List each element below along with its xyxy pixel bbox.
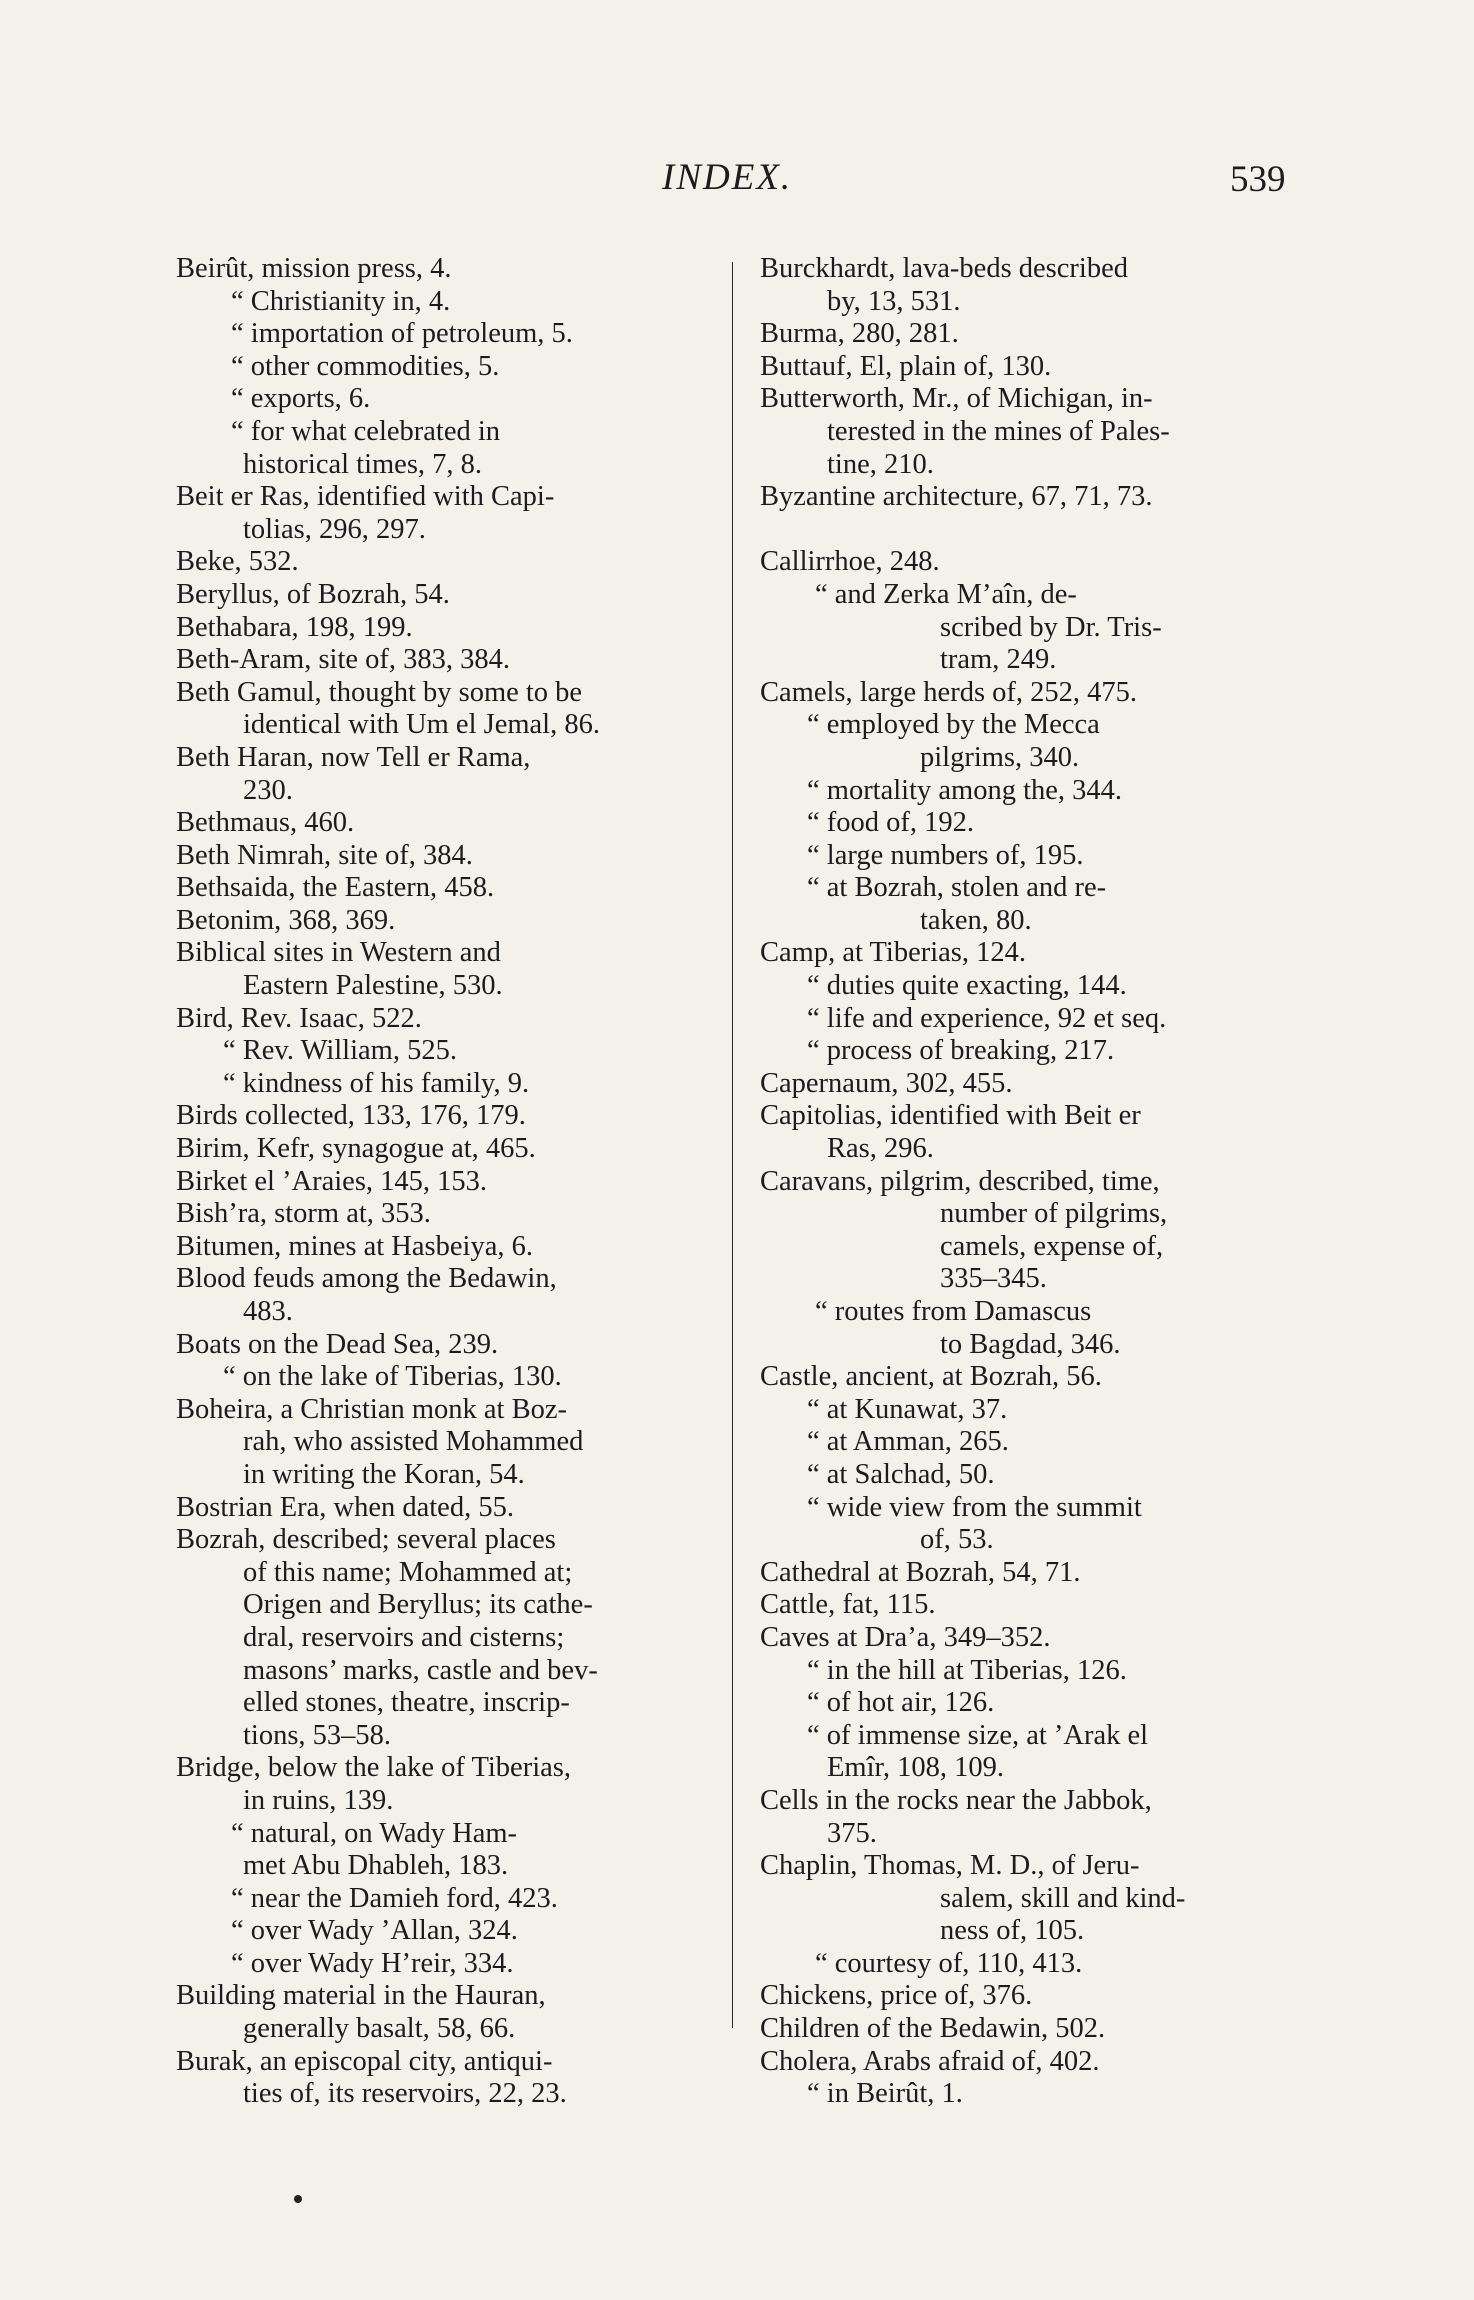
- index-subentry: 230.: [243, 774, 293, 806]
- index-subentry: “ employed by the Mecca: [807, 709, 1100, 741]
- index-subentry: “ Rev. William, 525.: [223, 1035, 457, 1067]
- index-subentry: “ mortality among the, 344.: [807, 774, 1123, 806]
- index-subentry: 483.: [243, 1296, 293, 1327]
- index-subentry: “ importation of petroleum, 5.: [231, 318, 573, 350]
- index-entry: Burak, an episcopal city, antiqui-: [176, 2045, 553, 2077]
- index-subentry: 335–345.: [940, 1263, 1047, 1295]
- index-subentry: ness of, 105.: [940, 1915, 1085, 1947]
- index-subentry: “ and Zerka M’aîn, de-: [815, 578, 1077, 610]
- index-subentry: of, 53.: [920, 1524, 994, 1556]
- index-subentry: “ kindness of his family, 9.: [223, 1067, 530, 1099]
- index-subentry: by, 13, 531.: [827, 285, 961, 317]
- index-entry: Burma, 280, 281.: [760, 318, 959, 350]
- index-subentry: “ at Salchad, 50.: [807, 1458, 995, 1490]
- index-subentry: in writing the Koran, 54.: [243, 1458, 525, 1490]
- index-entry: Beth Gamul, thought by some to be: [176, 676, 583, 708]
- index-subentry: “ at Bozrah, stolen and re-: [807, 872, 1107, 904]
- index-entry: Building material in the Hauran,: [176, 1980, 546, 2012]
- index-subentry: “ on the lake of Tiberias, 130.: [223, 1361, 562, 1393]
- index-entry: Bozrah, described; several places: [176, 1524, 556, 1556]
- index-entry: Blood feuds among the Bedawin,: [176, 1263, 557, 1295]
- index-subentry: “ at Kunawat, 37.: [807, 1393, 1008, 1425]
- index-subentry: camels, expense of,: [940, 1230, 1164, 1262]
- index-entry: Bethmaus, 460.: [176, 807, 355, 839]
- index-entry: Bitumen, mines at Hasbeiya, 6.: [176, 1230, 533, 1262]
- index-subentry: “ over Wady ’Allan, 324.: [231, 1915, 518, 1947]
- index-subentry: tolias, 296, 297.: [243, 513, 426, 545]
- index-entry: Beryllus, of Bozrah, 54.: [176, 578, 450, 610]
- index-subentry: “ in Beirût, 1.: [807, 2078, 963, 2110]
- index-subentry: number of pilgrims,: [940, 1198, 1168, 1230]
- index-subentry: “ other commodities, 5.: [231, 350, 500, 382]
- index-entry: Buttauf, El, plain of, 130.: [760, 350, 1052, 382]
- page-header: [0, 152, 1474, 202]
- index-entry: Burckhardt, lava-beds described: [760, 253, 1128, 284]
- index-entry: Caves at Dra’a, 349–352.: [760, 1621, 1051, 1653]
- index-entry: Betonim, 368, 369.: [176, 904, 396, 936]
- index-subentry: “ courtesy of, 110, 413.: [815, 1947, 1083, 1979]
- index-entry: Boheira, a Christian monk at Boz-: [176, 1393, 567, 1425]
- index-entry: Beke, 532.: [176, 546, 299, 578]
- page-number: 539: [1230, 159, 1286, 200]
- running-title: INDEX.: [662, 157, 793, 198]
- index-entry: Beth-Aram, site of, 383, 384.: [176, 644, 511, 676]
- index-subentry: “ natural, on Wady Ham-: [231, 1817, 518, 1849]
- index-column-right: [760, 253, 1296, 2111]
- column-divider: [732, 262, 733, 2028]
- index-subentry: “ life and experience, 92 et seq.: [807, 1002, 1167, 1034]
- index-subentry: “ Christianity in, 4.: [231, 285, 451, 317]
- index-subentry: pilgrims, 340.: [920, 741, 1080, 773]
- index-entry: Camels, large herds of, 252, 475.: [760, 676, 1138, 708]
- index-subentry: elled stones, theatre, inscrip-: [243, 1687, 570, 1719]
- index-entry: Children of the Bedawin, 502.: [760, 2013, 1106, 2045]
- index-subentry: Origen and Beryllus; its cathe-: [243, 1589, 593, 1621]
- index-subentry: “ wide view from the summit: [807, 1491, 1142, 1523]
- index-entry: Beth Haran, now Tell er Rama,: [176, 741, 531, 773]
- index-subentry: “ large numbers of, 195.: [807, 839, 1084, 871]
- index-subentry: rah, who assisted Mohammed: [243, 1426, 584, 1458]
- index-entry: Capernaum, 302, 455.: [760, 1067, 1013, 1099]
- index-subentry: Ras, 296.: [827, 1133, 934, 1165]
- index-subentry: tram, 249.: [940, 644, 1057, 676]
- index-entry: Chaplin, Thomas, M. D., of Jeru-: [760, 1850, 1140, 1882]
- index-subentry: met Abu Dhableh, 183.: [243, 1850, 509, 1882]
- index-subentry: ties of, its reservoirs, 22, 23.: [243, 2078, 567, 2110]
- index-subentry: in ruins, 139.: [243, 1784, 394, 1816]
- index-subentry: taken, 80.: [920, 904, 1032, 936]
- printer-mark: [294, 2195, 302, 2203]
- index-entry: Bethsaida, the Eastern, 458.: [176, 872, 495, 904]
- index-subentry: of this name; Mohammed at;: [243, 1556, 573, 1588]
- index-subentry: 375.: [827, 1817, 877, 1849]
- index-subentry: Eastern Palestine, 530.: [243, 970, 503, 1002]
- index-entry: Caravans, pilgrim, described, time,: [760, 1165, 1160, 1197]
- section-gap: [760, 514, 1296, 547]
- index-entry: Chickens, price of, 376.: [760, 1980, 1033, 2012]
- index-subentry: “ over Wady H’reir, 334.: [231, 1947, 514, 1979]
- index-subentry: scribed by Dr. Tris-: [940, 611, 1162, 643]
- index-entry: Beth Nimrah, site of, 384.: [176, 839, 473, 871]
- index-subentry: tine, 210.: [827, 448, 934, 480]
- index-entry: Bish’ra, storm at, 353.: [176, 1198, 431, 1230]
- index-subentry: “ routes from Damascus: [815, 1296, 1092, 1327]
- index-entry: Beit er Ras, identified with Capi-: [176, 481, 555, 513]
- index-entry: Beirût, mission press, 4.: [176, 253, 452, 284]
- index-entry: Bridge, below the lake of Tiberias,: [176, 1752, 571, 1784]
- index-entry: Birket el ’Araies, 145, 153.: [176, 1165, 488, 1197]
- index-entry: Capitolias, identified with Beit er: [760, 1100, 1141, 1132]
- index-subentry: generally basalt, 58, 66.: [243, 2013, 516, 2045]
- index-subentry: identical with Um el Jemal, 86.: [243, 709, 600, 741]
- index-subentry: “ for what celebrated in: [231, 415, 501, 447]
- index-subentry: “ food of, 192.: [807, 807, 975, 839]
- index-subentry: terested in the mines of Pales-: [827, 415, 1170, 447]
- index-entry: Bostrian Era, when dated, 55.: [176, 1491, 514, 1523]
- index-subentry: dral, reservoirs and cisterns;: [243, 1621, 565, 1653]
- index-entry: Birds collected, 133, 176, 179.: [176, 1100, 526, 1132]
- index-subentry: salem, skill and kind-: [940, 1882, 1186, 1914]
- index-entry: Camp, at Tiberias, 124.: [760, 937, 1027, 969]
- index-subentry: “ process of breaking, 217.: [807, 1035, 1115, 1067]
- index-entry: Birim, Kefr, synagogue at, 465.: [176, 1133, 536, 1165]
- index-subentry: “ exports, 6.: [231, 383, 371, 415]
- index-subentry: “ near the Damieh ford, 423.: [231, 1882, 558, 1914]
- index-entry: Byzantine architecture, 67, 71, 73.: [760, 481, 1153, 513]
- index-entry: Biblical sites in Western and: [176, 937, 501, 969]
- index-subentry: historical times, 7, 8.: [243, 448, 483, 480]
- index-entry: Boats on the Dead Sea, 239.: [176, 1328, 499, 1360]
- index-entry: Bethabara, 198, 199.: [176, 611, 413, 643]
- index-entry: Castle, ancient, at Bozrah, 56.: [760, 1361, 1102, 1393]
- index-subentry: tions, 53–58.: [243, 1719, 392, 1751]
- index-entry: Cattle, fat, 115.: [760, 1589, 936, 1621]
- index-entry: Cells in the rocks near the Jabbok,: [760, 1784, 1152, 1816]
- index-subentry: “ of hot air, 126.: [807, 1687, 995, 1719]
- index-entry: Callirrhoe, 248.: [760, 546, 940, 578]
- index-subentry: to Bagdad, 346.: [940, 1328, 1121, 1360]
- index-subentry: “ of immense size, at ’Arak el: [807, 1719, 1149, 1751]
- index-subentry: masons’ marks, castle and bev-: [243, 1654, 598, 1686]
- index-entry: Butterworth, Mr., of Michigan, in-: [760, 383, 1153, 415]
- index-subentry: Emîr, 108, 109.: [827, 1752, 1004, 1784]
- index-column-left: [176, 253, 716, 2111]
- index-subentry: “ in the hill at Tiberias, 126.: [807, 1654, 1127, 1686]
- index-entry: Cholera, Arabs afraid of, 402.: [760, 2045, 1100, 2077]
- index-entry: Bird, Rev. Isaac, 522.: [176, 1002, 422, 1034]
- index-entry: Cathedral at Bozrah, 54, 71.: [760, 1556, 1081, 1588]
- index-subentry: “ at Amman, 265.: [807, 1426, 1009, 1458]
- index-subentry: “ duties quite exacting, 144.: [807, 970, 1127, 1002]
